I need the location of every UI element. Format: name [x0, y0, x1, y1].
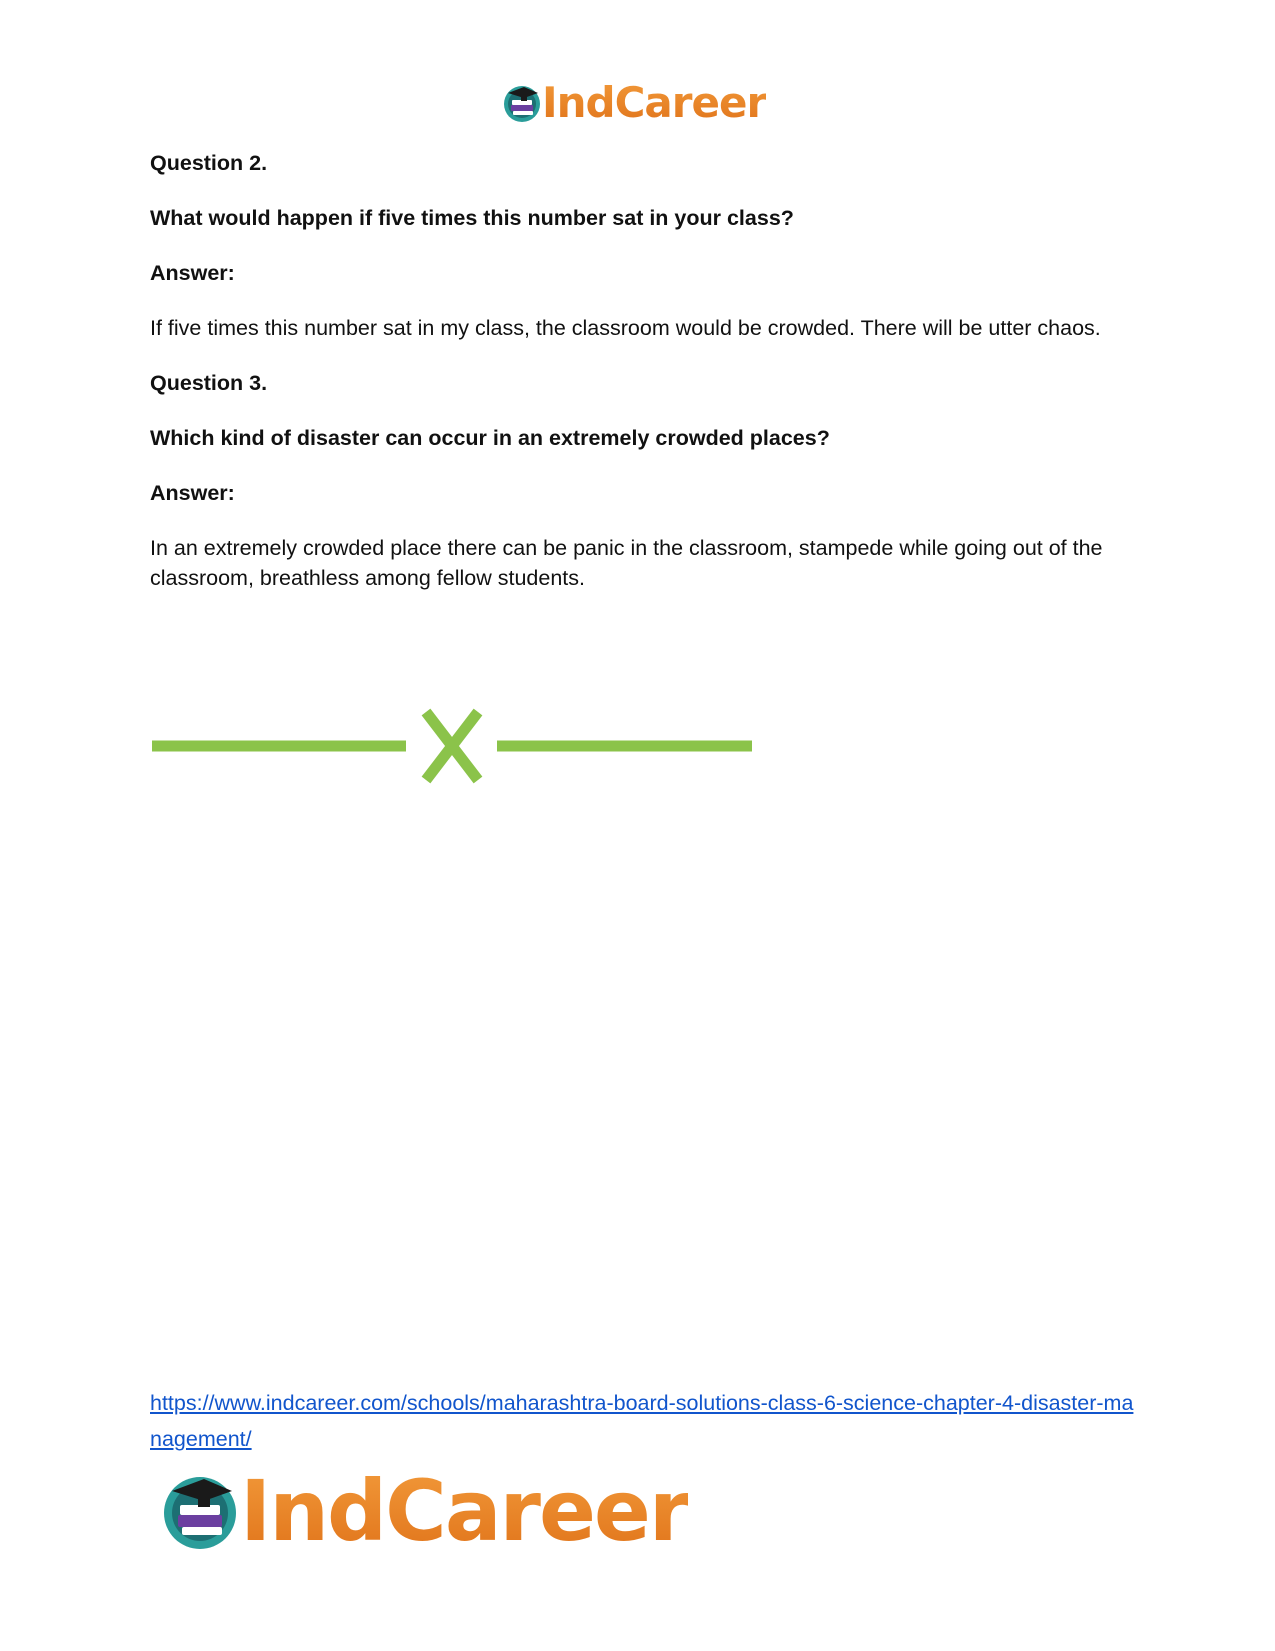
- footer-logo: [160, 1462, 688, 1560]
- answer-3-text: In an extremely crowded place there can be panic in the classroom, stampede while going out of the classroom, breathless among fellow students.: [150, 536, 1103, 590]
- question-2-text: What would happen if five times this number sat in your class?: [150, 206, 794, 230]
- header-logo: [502, 78, 766, 127]
- section-divider: [150, 706, 760, 791]
- answer-2-label: Answer:: [150, 261, 235, 285]
- graduation-books-icon: [502, 83, 542, 123]
- document-body: [150, 148, 1130, 618]
- logo-wordmark: IndCareer: [240, 1462, 689, 1560]
- graduation-books-icon: [160, 1471, 240, 1551]
- question-3-text: Which kind of disaster can occur in an extremely crowded places?: [150, 426, 830, 450]
- source-link[interactable]: https://www.indcareer.com/schools/maharashtra-board-solutions-class-6-science-chapter-4-disaster-management/: [150, 1391, 1134, 1451]
- answer-3-label: Answer:: [150, 481, 235, 505]
- question-2-label: Question 2.: [150, 151, 268, 175]
- cross-divider-icon: [150, 706, 760, 786]
- question-3-label: Question 3.: [150, 371, 268, 395]
- answer-2-text: If five times this number sat in my class, the classroom would be crowded. There will be utter chaos.: [150, 316, 1101, 340]
- logo-wordmark: IndCareer: [542, 78, 767, 127]
